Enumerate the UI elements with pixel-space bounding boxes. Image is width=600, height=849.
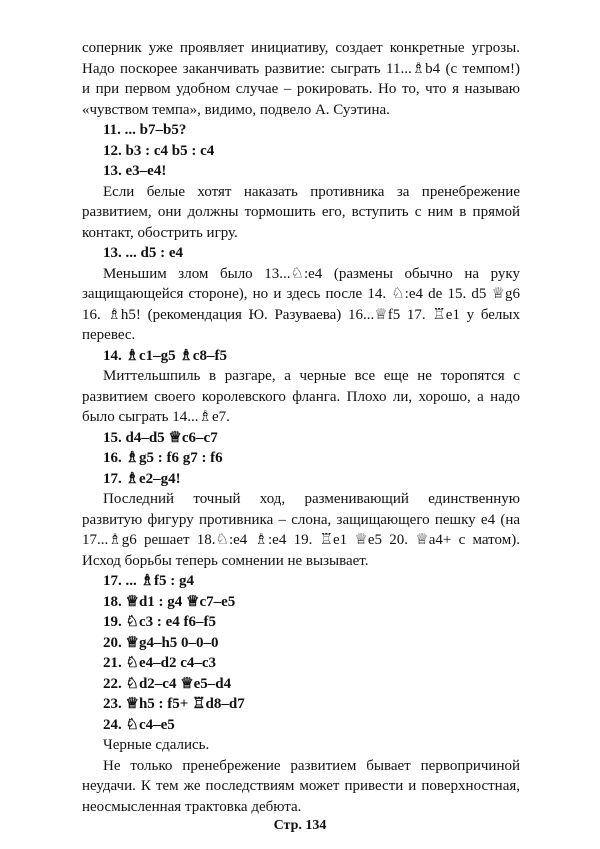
move-16: 16. ♗g5 : f6 g7 : f6 [103, 450, 223, 466]
page-number: Стр. 134 [273, 818, 327, 833]
move-13-white: 13. e3–e4! [103, 163, 167, 179]
paragraph-intro: соперник уже проявляет инициативу, создает конкретные угрозы. Надо поскорее заканчивать развитие: сыграть 11...♗b4 (с темпом!) и при первом удобном случае – рокировать. Но то, что я называю «чувством темпа», видимо, подвело А. Суэтина. [82, 40, 520, 118]
page-body [82, 38, 520, 817]
paragraph-resigned: Черные сдались. [103, 737, 210, 753]
move-23: 23. ♕h5 : f5+ ♖d8–d7 [103, 696, 245, 712]
move-15: 15. d4–d5 ♕c6–c7 [103, 429, 218, 446]
move-20: 20. ♕g4–h5 0–0–0 [103, 634, 219, 651]
move-19: 19. ♘c3 : e4 f6–f5 [103, 614, 216, 630]
paragraph-comment-17: Последний точный ход, разменивающий единственную развитую фигуру противника – слона, защищающего пешку e4 (на 17...♗g6 решает 18.♘:e4 ♗:e4 19. ♖e1 ♕e5 20. ♕a4+ с матом). Исход борьбы теперь сомнении не вызывает. [82, 491, 520, 569]
move-13-black: 13. ... d5 : e4 [103, 245, 183, 261]
paragraph-conclusion: Не только пренебрежение развитием бывает первопричиной неудачи. К тем же последствиям может привести и поверхностная, неосмысленная трактовка дебюта. [82, 757, 520, 815]
move-17-white: 17. ♗e2–g4! [103, 470, 181, 487]
move-11-black: 11. ... b7–b5? [103, 122, 187, 138]
move-18: 18. ♕d1 : g4 ♕c7–e5 [103, 593, 236, 610]
move-21: 21. ♘e4–d2 c4–c3 [103, 655, 217, 671]
move-14: 14. ♗c1–g5 ♗c8–f5 [103, 347, 227, 364]
paragraph-comment-13: Если белые хотят наказать противника за пренебрежение развитием, они должны тормошить его, вступить с ним в прямой контакт, обострить игру. [82, 183, 520, 241]
paragraph-comment-13-black: Меньшим злом было 13...♘:e4 (размены обычно на руку защищающейся стороне), но и здесь после 14. ♘:e4 de 15. d5 ♕g6 16. ♗h5! (рекомендация Ю. Разуваева) 16...♕f5 17. ♖e1 у белых перевес. [82, 265, 520, 343]
move-24: 24. ♘c4–e5 [103, 716, 175, 733]
move-17-black: 17. ... ♗f5 : g4 [103, 573, 194, 589]
paragraph-comment-14: Миттельшпиль в разгаре, а черные все еще не торопятся с развитием своего королевского фланга. Плохо ли, хорошо, а надо было сыграть 14...♗e7. [82, 368, 520, 425]
move-12: 12. b3 : c4 b5 : c4 [103, 142, 215, 159]
move-22: 22. ♘d2–c4 ♕e5–d4 [103, 675, 232, 692]
